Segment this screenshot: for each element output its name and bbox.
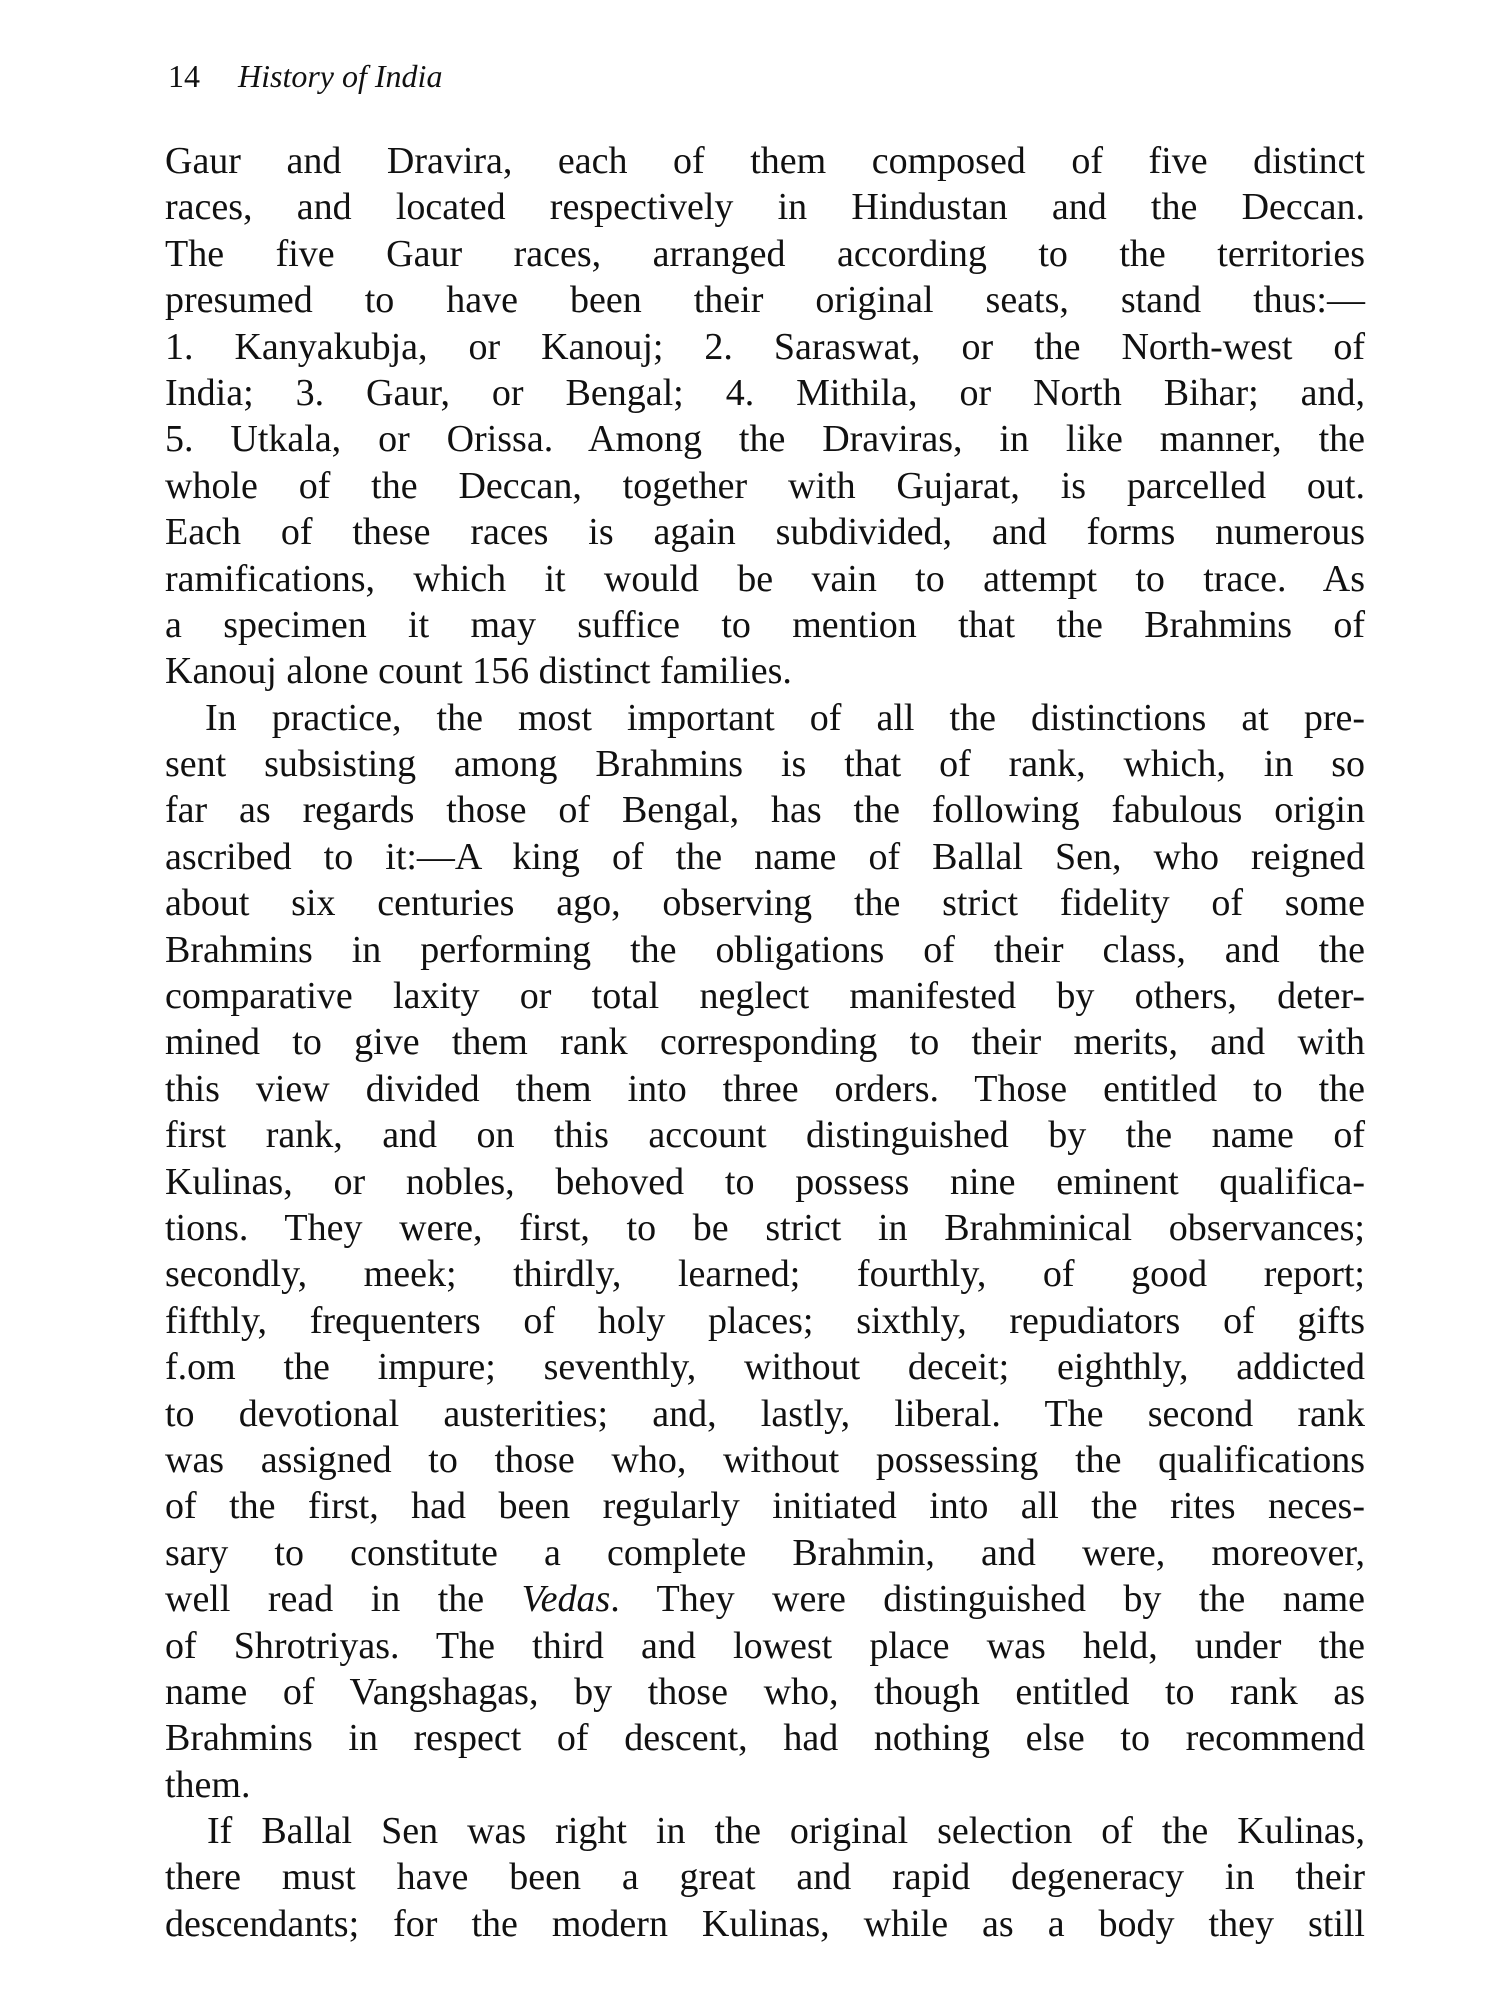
text-line: them. (165, 1763, 251, 1806)
text-line: comparative laxity or total neglect manifested by others, deter- (165, 975, 1365, 1018)
text-line: about six centuries ago, observing the strict fidelity of some (165, 882, 1365, 925)
text-line: 1. Kanyakubja, or Kanouj; 2. Saraswat, or the North-west of (165, 325, 1365, 368)
text-line: to devotional austerities; and, lastly, liberal. The second rank (165, 1392, 1365, 1435)
paragraph-2 (165, 695, 1365, 1808)
text-line: 5. Utkala, or Orissa. Among the Draviras, in like manner, the (165, 418, 1365, 461)
text-line (165, 1576, 1365, 1622)
text-line: India; 3. Gaur, or Bengal; 4. Mithila, or North Bihar; and, (165, 371, 1365, 414)
text-line: far as regards those of Bengal, has the following fabulous origin (165, 789, 1365, 832)
text-line: Gaur and Dravira, each of them composed of five distinct (165, 140, 1365, 182)
text-line: Brahmins in respect of descent, had nothing else to recommend (165, 1717, 1365, 1760)
running-title: History of India (238, 58, 443, 94)
running-head (168, 56, 442, 96)
text-fragment: well read in the (165, 1578, 522, 1621)
text-line: sary to constitute a complete Brahmin, and were, moreover, (165, 1531, 1365, 1574)
text-line: mined to give them rank corresponding to their merits, and with (165, 1021, 1365, 1064)
text-line: there must have been a great and rapid degeneracy in their (165, 1856, 1365, 1899)
text-line: ascribed to it:—A king of the name of Ballal Sen, who reigned (165, 835, 1365, 878)
text-line: a specimen it may suffice to mention that the Brahmins of (165, 603, 1365, 646)
text-line: sent subsisting among Brahmins is that of rank, which, in so (165, 743, 1365, 786)
text-fragment: . They were distinguished by the name (610, 1578, 1366, 1621)
text-line: fifthly, frequenters of holy places; sixthly, repudiators of gifts (165, 1299, 1365, 1342)
text-line: f.om the impure; seventhly, without deceit; eighthly, addicted (165, 1346, 1365, 1389)
text-line: tions. They were, first, to be strict in Brahminical observances; (165, 1206, 1365, 1249)
text-line: descendants; for the modern Kulinas, while as a body they still (165, 1902, 1365, 1945)
paragraph-1 (165, 138, 1365, 695)
text-line: of Shrotriyas. The third and lowest place was held, under the (165, 1624, 1365, 1667)
text-line: of the first, had been regularly initiated into all the rites neces- (165, 1485, 1365, 1528)
text-line: first rank, and on this account distinguished by the name of (165, 1114, 1365, 1157)
text-line: secondly, meek; thirdly, learned; fourthly, of good report; (165, 1253, 1365, 1296)
text-line: presumed to have been their original seats, stand thus:— (165, 279, 1365, 322)
text-line: If Ballal Sen was right in the original selection of the Kulinas, (207, 1810, 1365, 1853)
text-line: was assigned to those who, without possessing the qualifications (165, 1438, 1365, 1481)
body-text (165, 138, 1365, 1947)
text-line: Each of these races is again subdivided, and forms numerous (165, 511, 1365, 554)
vedas-italic: Vedas (521, 1578, 611, 1621)
text-line: The five Gaur races, arranged according to the territories (165, 232, 1365, 275)
paragraph-3 (165, 1808, 1365, 1947)
text-line: whole of the Deccan, together with Gujarat, is parcelled out. (165, 464, 1365, 507)
page-number: 14 (168, 58, 200, 94)
text-line: In practice, the most important of all the distinctions at pre- (205, 696, 1365, 739)
text-line: Kanouj alone count 156 distinct families. (165, 650, 792, 693)
text-line: races, and located respectively in Hindustan and the Deccan. (165, 186, 1365, 229)
text-line: this view divided them into three orders. Those entitled to the (165, 1067, 1365, 1110)
text-line: Kulinas, or nobles, behoved to possess nine eminent qualifica- (165, 1160, 1365, 1203)
text-line: Brahmins in performing the obligations of their class, and the (165, 928, 1365, 971)
text-line: ramifications, which it would be vain to attempt to trace. As (165, 557, 1365, 600)
text-line: name of Vangshagas, by those who, though entitled to rank as (165, 1670, 1365, 1713)
